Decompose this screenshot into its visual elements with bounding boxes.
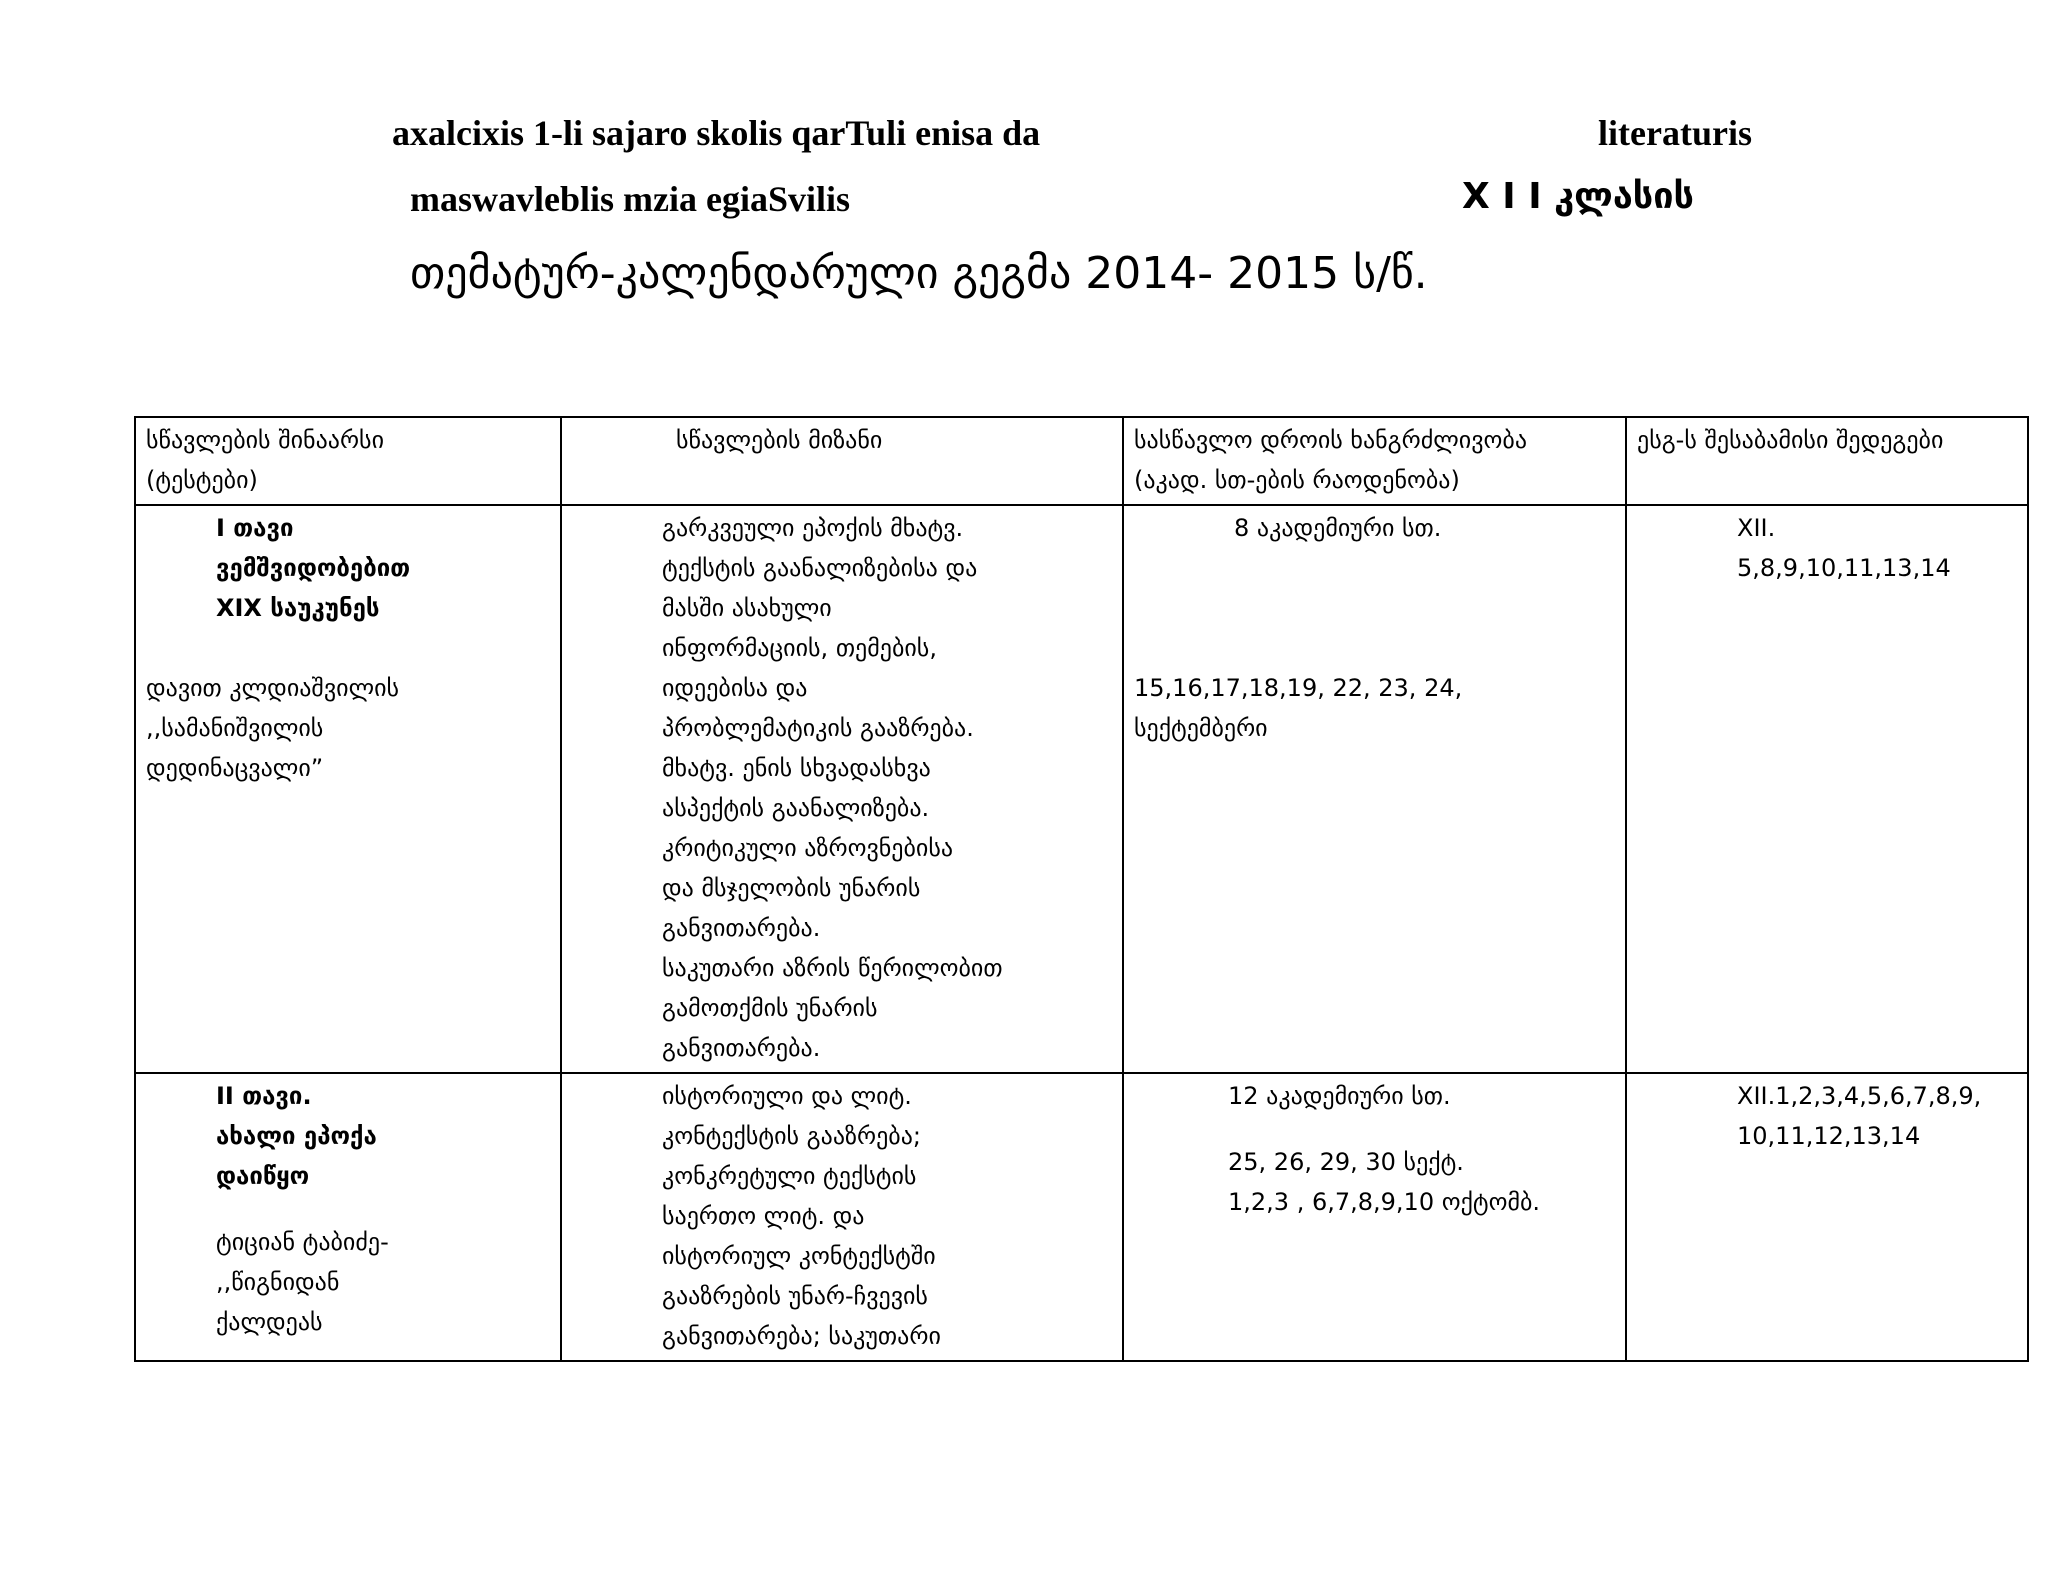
cell-goal: გარკვეული ეპოქის მხატვ. ტექსტის გაანალიზებისა და მასში ასახული ინფორმაციის, თემების, იდეებისა და პრობლემატიკის გააზრება. მხატვ. ენის სხვადასხვა ასპექტის გაანალიზება. კრიტიკული აზროვნებისა და მსჯელობის უნარის განვითარება. საკუთარი აზრის წერილობით გამოთქმის უნარის განვითარება. (561, 505, 1123, 1073)
column-header-content: სწავლების შინაარსი (ტესტები) (135, 417, 561, 505)
table-row (135, 1073, 2028, 1361)
header-line1-left: axalcixis 1-li sajaro skolis qarTuli enisa da (392, 113, 1041, 153)
cell-duration: 8 აკადემიური სთ. 15,16,17,18,19, 22, 23, 24, სექტემბერი (1123, 505, 1626, 1073)
plan-table (134, 416, 2029, 1362)
column-header-goal: სწავლების მიზანი (561, 417, 1123, 505)
column-header-results: ესგ-ს შესაბამისი შედეგები (1626, 417, 2028, 505)
column-header-duration: სასწავლო დროის ხანგრძლივობა (აკად. სთ-ების რაოდენობა) (1123, 417, 1626, 505)
cell-content: II თავი. ახალი ეპოქა დაიწყო ტიციან ტაბიძე- ,,წიგნიდან ქალდეას (135, 1073, 561, 1361)
header-class-label: X I I კლასის (1462, 176, 1694, 217)
cell-results: XII.1,2,3,4,5,6,7,8,9, 10,11,12,13,14 (1626, 1073, 2028, 1361)
header-line1-right: literaturis (1598, 113, 1752, 153)
table-row (135, 505, 2028, 1073)
cell-content: I თავი ვემშვიდობებით XIX საუკუნეს დავით კლდიაშვილის ,,სამანიშვილის დედინაცვალი” (135, 505, 561, 1073)
table-header-row (135, 417, 2028, 505)
header-line2-left: maswavleblis mzia egiaSvilis (410, 179, 850, 219)
page-title: თემატურ-კალენდარული გეგმა 2014- 2015 ს/წ. (410, 248, 1428, 299)
cell-goal: ისტორიული და ლიტ. კონტექსტის გააზრება; კონკრეტული ტექსტის საერთო ლიტ. და ისტორიულ კონტექსტში გააზრების უნარ-ჩვევის განვითარება; საკუთარი (561, 1073, 1123, 1361)
cell-results: XII. 5,8,9,10,11,13,14 (1626, 505, 2028, 1073)
cell-duration: 12 აკადემიური სთ. 25, 26, 29, 30 სექტ. 1,2,3 , 6,7,8,9,10 ოქტომბ. (1123, 1073, 1626, 1361)
